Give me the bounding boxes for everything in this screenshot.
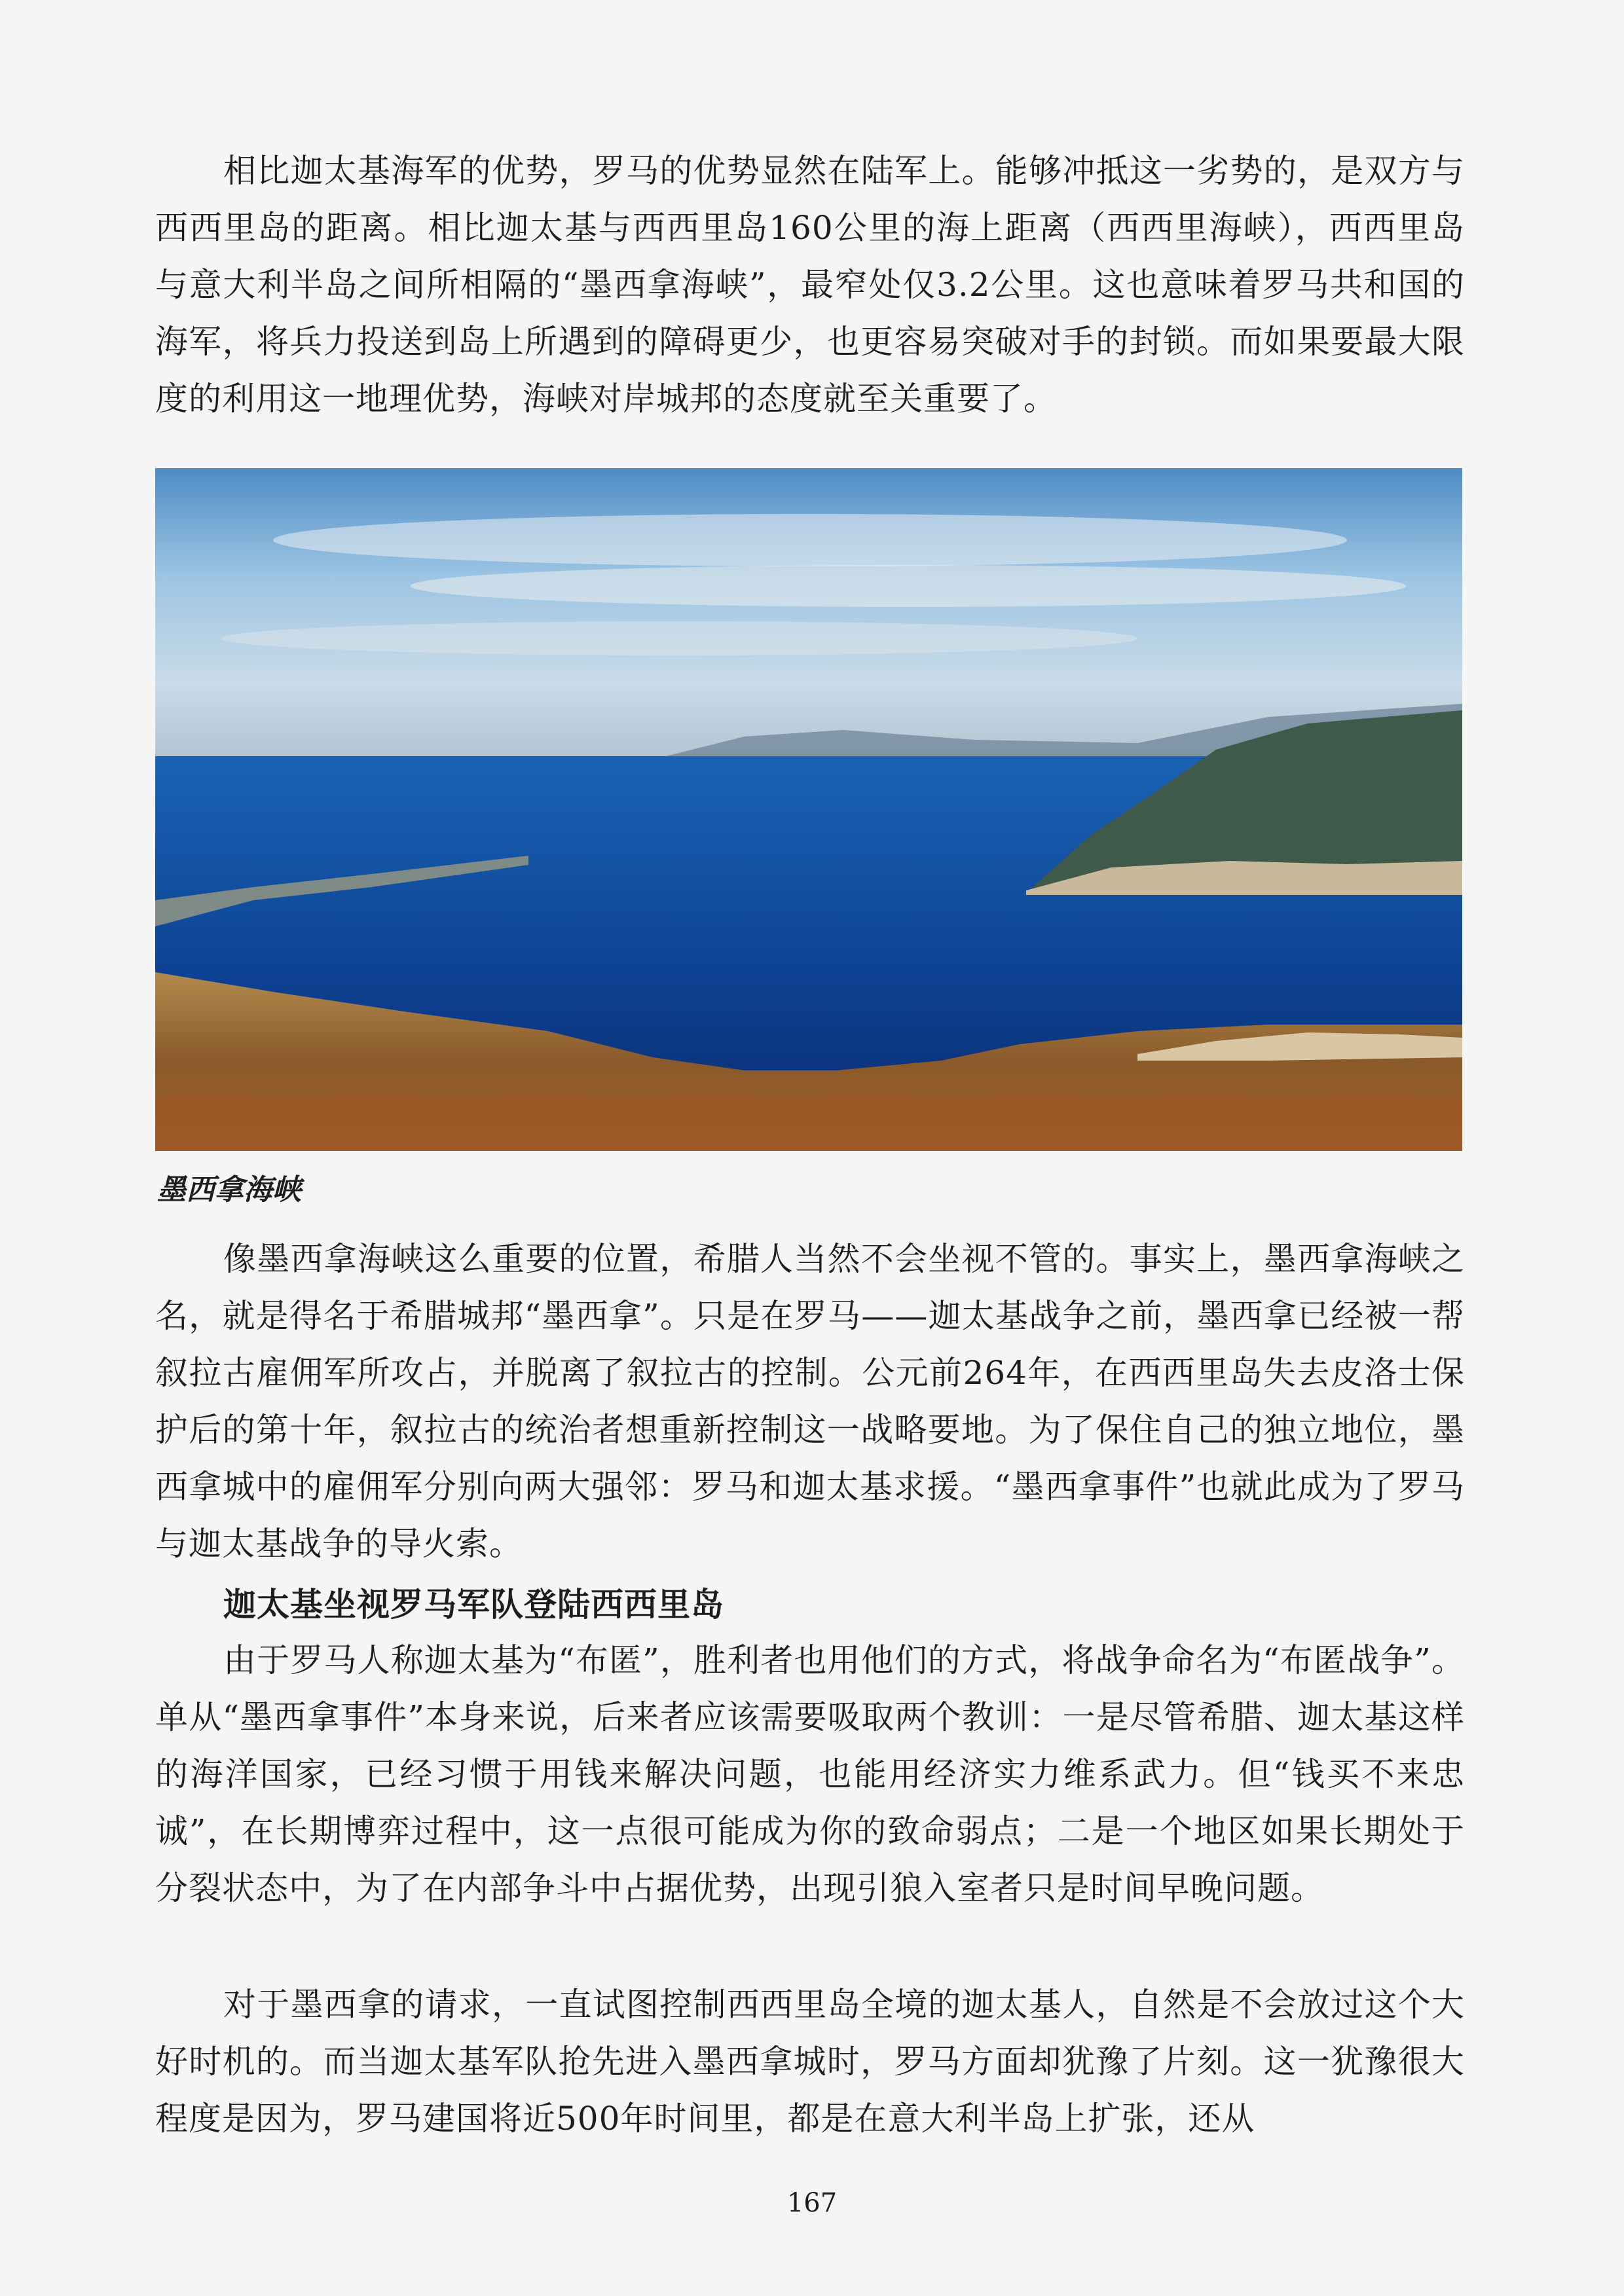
paragraph-messina: 像墨西拿海峡这么重要的位置，希腊人当然不会坐视不管的。事实上，墨西拿海峡之名，就是得名于希腊城邦“墨西拿”。只是在罗马——迦太基战争之前，墨西拿已经被一帮叙拉古雇佣军所攻占，并脱离了叙拉古的控制。公元前264年，在西西里岛失去皮洛士保护后的第十年，叙拉古的统治者想重新控制这一战略要地。为了保住自己的独立地位，墨西拿城中的雇佣军分别向两大强邻：罗马和迦太基求援。“墨西拿事件”也就此成为了罗马与迦太基战争的导火索。	[155, 1240, 1465, 1563]
paragraph-punic-war: 由于罗马人称迦太基为“布匿”，胜利者也用他们的方式，将战争命名为“布匿战争”。单从“墨西拿事件”本身来说，后来者应该需要吸取两个教训：一是尽管希腊、迦太基这样的海洋国家，已经习惯于用钱来解决问题，也能用经济实力维系武力。但“钱买不来忠诚”，在长期博弈过程中，这一点很可能成为你的致命弱点；二是一个地区如果长期处于分裂状态中，为了在内部争斗中占据优势，出现引狼入室者只是时间早晚问题。	[155, 1641, 1465, 1907]
paragraph-intro: 相比迦太基海军的优势，罗马的优势显然在陆军上。能够冲抵这一劣势的，是双方与西西里岛的距离。相比迦太基与西西里岛160公里的海上距离（西西里海峡），西西里岛与意大利半岛之间所相隔的“墨西拿海峡”，最窄处仅3.2公里。这也意味着罗马共和国的海军，将兵力投送到岛上所遇到的障碍更少，也更容易突破对手的封锁。而如果要最大限度的利用这一地理优势，海峡对岸城邦的态度就至关重要了。	[155, 152, 1465, 418]
page-number: 167	[786, 2188, 838, 2218]
figure-caption: 墨西拿海峡	[157, 1173, 301, 1207]
section-heading: 迦太基坐视罗马军队登陆西西里岛	[223, 1586, 724, 1624]
strait-of-messina-photo	[155, 468, 1462, 1151]
paragraph-hesitation: 对于墨西拿的请求，一直试图控制西西里岛全境的迦太基人，自然是不会放过这个大好时机的。而当迦太基军队抢先进入墨西拿城时，罗马方面却犹豫了片刻。这一犹豫很大程度是因为，罗马建国将近500年时间里，都是在意大利半岛上扩张，还从	[155, 1986, 1465, 2138]
